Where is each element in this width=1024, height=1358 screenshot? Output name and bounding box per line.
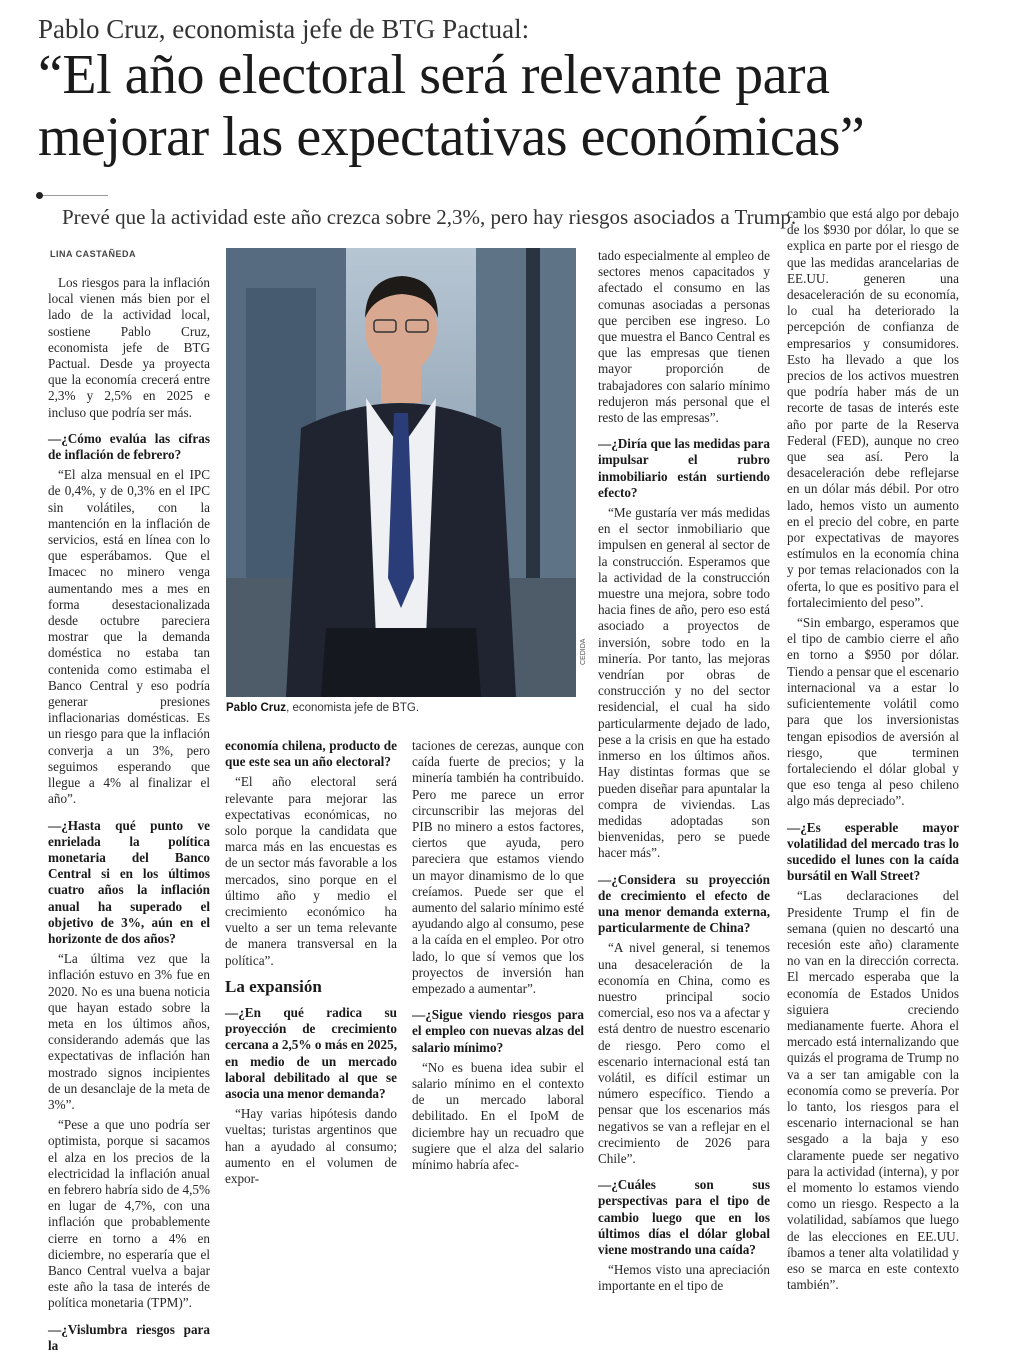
caption-text: , economista jefe de BTG.: [286, 702, 420, 714]
question: —¿Sigue viendo riesgos para el empleo con nuevas alzas del salario mínimo?: [412, 1007, 584, 1055]
column-3: [412, 738, 584, 1177]
answer-paragraph: “Hay varias hipótesis dando vueltas; turistas argentinos que han a ayudado al consumo; aumento en el volumen de expor-: [225, 1106, 397, 1187]
question: —¿Es esperable mayor volatilidad del mercado tras lo sucedido el lunes con la caída bursátil en Wall Street?: [787, 819, 959, 884]
divider-dot: [36, 192, 43, 199]
answer-paragraph: “Me gustaría ver más medidas en el sector inmobiliario que impulsen en general al sector de la construcción. Esperamos que la actividad de la construcción muestre una mejora, sobre todo hacia fines de año, pero eso está asociado a proyectos de inversión, sobre todo en la minería. Por tanto, las mejoras vendrían por obras de construcción y no del sector residencial, el cual ha sido particularmente dejado de lado, pese a la crisis en que ha estado inmerso en los últimos años. Hay distintas formas que se pueden diseñar para apuntalar la compra de viviendas. Las medidas adoptadas son bienvenidas, pero se puede hacer más”.: [598, 505, 770, 861]
answer-paragraph: “Sin embargo, esperamos que el tipo de cambio cierre el año en torno a $950 por dólar. Tiendo a pensar que el escenario internacional va a estar lo suficientemente volátil como para que los inversionistas tengan episodios de aversión al riesgo, que terminen fortaleciendo el dólar global y que eso tenga al peso chileno algo más depreciado”.: [787, 615, 959, 809]
section-heading: La expansión: [225, 976, 322, 996]
headline-line-1: “El año electoral será relevante para: [38, 44, 830, 106]
portrait-illustration: [226, 248, 576, 697]
question: —¿Hasta qué punto ve enrielada la política monetaria del Banco Central si en los últimos cuatro años la inflación anual ha superado el objetivo de 3%, aún en el horizonte de dos años?: [48, 817, 210, 946]
question: —¿Diría que las medidas para impulsar el rubro inmobiliario están surtiendo efecto?: [598, 436, 770, 500]
column-4: [598, 248, 770, 1299]
question: —¿Considera su proyección de crecimiento el efecto de una menor demanda externa, particularmente de China?: [598, 871, 770, 936]
question: —¿Cómo evalúa las cifras de inflación de febrero?: [48, 430, 210, 463]
headline: [38, 44, 1018, 168]
portrait-photo: [226, 248, 576, 697]
answer-paragraph: “Pese a que uno podría ser optimista, porque si sacamos el alza en los precios de la electricidad la inflación anual en febrero habría sido de 4,5% en lugar de 4,7%, con una inflación que probablemente cierre en torno a 4% en diciembre, no esperaría que el Banco Central vuelva a bajar este año la tasa de interés de política monetaria (TPM)”.: [48, 1117, 210, 1311]
caption-name: Pablo Cruz: [226, 702, 287, 714]
photo-caption: [226, 702, 419, 714]
answer-continued: taciones de cerezas, aunque con caída fuerte de precios; y la minería también ha contribuido. Pero me parece un error circunscribir las mejoras del PIB no minero a estos factores, ciertos que ayuda, pero pareciera que estamos viendo un mayor dinamismo de lo que creíamos. Puede ser que el aumento del salario mínimo esté ayudando algo al consumo, pese a la caída en el empleo. Por otro lado, lo que sí vemos que los proyectos de inversión han empezado a aumentar”.: [412, 738, 584, 997]
answer-continued: cambio que está algo por debajo de los $930 por dólar, lo que se explica en parte por el riesgo de que las medidas arancelarias de EE.UU. generen una desaceleración de su economía, lo cual ha deteriorado la percepción de confianza de empresarios y consumidores. Esto ha llevado a que los precios de los activos muestren que podría haber más de un recorte de tasas de interés este año por parte de la Reserva Federal (FED), aunque no creo que sea así. Pero la desaceleración debe reflejarse en un dólar más débil. Por otro lado, hemos visto un aumento en el precio del cobre, en parte por expectativas de mayores estímulos en la economía china y por temas relacionados con la oferta, lo que es positivo para el fortalecimiento del peso”.: [787, 206, 959, 610]
answer-paragraph: “No es buena idea subir el salario mínimo en el contexto de un mercado laboral debilitado. En el IpoM de diciembre hay un recuadro que sugiere que el alza del salario mínimo habría afec-: [412, 1059, 584, 1173]
answer-continued: tado especialmente al empleo de sectores menos capacitados y afectado el consumo en las comunas asociadas a personas que perciben ese ingreso. Lo que muestra el Banco Central es que las empresas que tienen mayor proporción de trabajadores con salario mínimo redujeron más personal que el resto de las empresas”.: [598, 248, 770, 426]
photo-credit: CEDIDA: [580, 638, 587, 665]
byline: LINA CASTAÑEDA: [50, 249, 136, 259]
column-2: [225, 738, 397, 1191]
headline-line-2: mejorar las expectativas económicas”: [38, 106, 865, 168]
answer-paragraph: “Hemos visto una apreciación importante en el tipo de: [598, 1262, 770, 1294]
question: —¿Cuáles son sus perspectivas para el tipo de cambio luego que en los últimos días el dólar global viene mostrando una caída?: [598, 1177, 770, 1257]
question-continued: economía chilena, producto de que este sea un año electoral?: [225, 738, 397, 770]
question: —¿Vislumbra riesgos para la: [48, 1321, 210, 1353]
intro-paragraph: Los riesgos para la inflación local vienen más bien por el lado de la actividad local, sostiene Pablo Cruz, economista jefe de BTG Pactual. Desde ya proyecta que la economía crecerá entre 2,3% y 2,5% en 2025 e incluso que podría ser más.: [48, 275, 210, 420]
answer-paragraph: “A nivel general, si tenemos una desaceleración de la economía en China, como es nuestro principal socio comercial, eso nos va a afectar y está dentro de nuestro escenario de riesgo. Pero como el escenario internacional está tan volátil, es difícil estimar un número específico. Tiendo a pensar que los escenarios más negativos se van a reflejar en el crecimiento de 2026 para Chile”.: [598, 940, 770, 1166]
answer-paragraph: “La última vez que la inflación estuvo en 3% fue en 2020. No es una buena noticia que hayan estado sobre la meta en los últimos años, considerando además que las expectativas de inflación han mostrado signos incipientes de un desanclaje de la meta de 3%”.: [48, 951, 210, 1112]
answer-paragraph: “Las declaraciones del Presidente Trump el fin de semana (quien no descartó una recesión este año) claramente no van en la dirección correcta. El mercado esperaba que la economía de Estados Unidos siguiera creciendo medianamente fuerte. Ahora el mercado está internalizando que quizás el programa de Trump no va a ser tan amigable con la economía como se prevería. Por lo tanto, los riesgos para el escenario internacional se han sesgado a la baja y eso claramente puede ser negativo para la actividad (interna), y por el momento lo estamos viendo como un riesgo. Respecto a la volatilidad, sabíamos que luego de las elecciones en EE.UU. íbamos a tener alta volatilidad y eso se marca en este contexto también”.: [787, 888, 959, 1293]
divider: [38, 195, 108, 196]
subheadline: Prevé que la actividad este año crezca sobre 2,3%, pero hay riesgos asociados a Trump.: [62, 205, 797, 229]
kicker: Pablo Cruz, economista jefe de BTG Pactual:: [38, 14, 530, 44]
column-1: [48, 275, 210, 1358]
answer-paragraph: “El año electoral será relevante para mejorar las expectativas económicas, no solo porque la candidata que marca más en las encuestas es de un sector más favorable a los mercados, sino porque en el último año y medio el crecimiento económico ha vuelto a ser un tema relevante de manera transversal en la política”.: [225, 774, 397, 968]
column-5: [787, 206, 959, 1297]
question: —¿En qué radica su proyección de crecimiento cercana a 2,5% o más en 2025, en medio de un mercado laboral debilitado al que se asocia una menor demanda?: [225, 1005, 397, 1102]
answer-paragraph: “El alza mensual en el IPC de 0,4%, y de 0,3% en el IPC sin volátiles, con la mantención en la inflación de servicios, está en línea con lo que esperábamos. Que el Imacec no minero venga aumentando mes a mes en forma desestacionalizada desde octubre pareciera mostrar que la demanda doméstica no estaba tan contenida como estimaba el Banco Central y eso podría generar presiones inflacionarias domésticas. Es un riesgo para que la inflación converja a un 3%, pero seguimos esperando que llegue a 4% al finalizar el año”.: [48, 467, 210, 807]
